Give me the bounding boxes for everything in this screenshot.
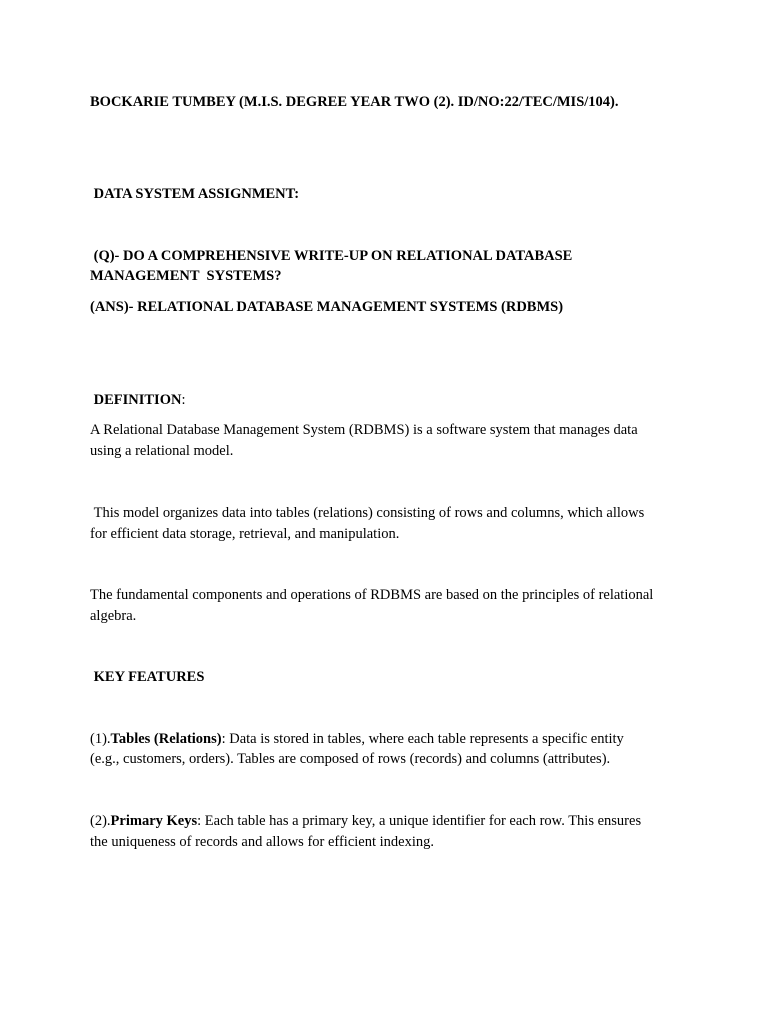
feature-1-text: : Data is stored in tables, where each table represents a specific entity xyxy=(221,731,624,747)
definition-para2-line2: for efficient data storage, retrieval, and manipulation. xyxy=(90,526,400,542)
author-line: BOCKARIE TUMBEY (M.I.S. DEGREE YEAR TWO (2). ID/NO:22/TEC/MIS/104). xyxy=(90,94,619,110)
definition-para1-line1: A Relational Database Management System (RDBMS) is a software system that manages data xyxy=(90,422,638,438)
feature-1-number: (1). xyxy=(90,731,111,747)
definition-heading-colon: : xyxy=(181,392,186,408)
answer-line: (ANS)- RELATIONAL DATABASE MANAGEMENT SYSTEMS (RDBMS) xyxy=(90,299,564,315)
definition-heading xyxy=(90,390,690,411)
feature-2-line1 xyxy=(90,811,690,832)
feature-1-term: Tables (Relations) xyxy=(110,731,222,747)
definition-para2-line1: This model organizes data into tables (relations) consisting of rows and columns, which allows xyxy=(90,505,645,521)
key-features-heading: KEY FEATURES xyxy=(90,669,205,685)
definition-para3-line2: algebra. xyxy=(90,608,137,624)
feature-2-line2: the uniqueness of records and allows for efficient indexing. xyxy=(90,834,435,850)
feature-1-line2: (e.g., customers, orders). Tables are composed of rows (records) and columns (attributes). xyxy=(90,751,611,767)
question-line-2: MANAGEMENT SYSTEMS? xyxy=(90,268,282,284)
definition-para3-line1: The fundamental components and operations of RDBMS are based on the principles of relational xyxy=(90,587,654,603)
question-line-1: (Q)- DO A COMPREHENSIVE WRITE-UP ON RELATIONAL DATABASE xyxy=(90,248,573,264)
definition-heading-text: DEFINITION xyxy=(90,392,182,408)
feature-2-number: (2). xyxy=(90,813,111,829)
feature-1-line1 xyxy=(90,729,690,750)
assignment-title: DATA SYSTEM ASSIGNMENT: xyxy=(90,186,300,202)
feature-2-text: : Each table has a primary key, a unique identifier for each row. This ensures xyxy=(197,813,642,829)
definition-para1-line2: using a relational model. xyxy=(90,443,234,459)
feature-2-term: Primary Keys xyxy=(110,813,198,829)
